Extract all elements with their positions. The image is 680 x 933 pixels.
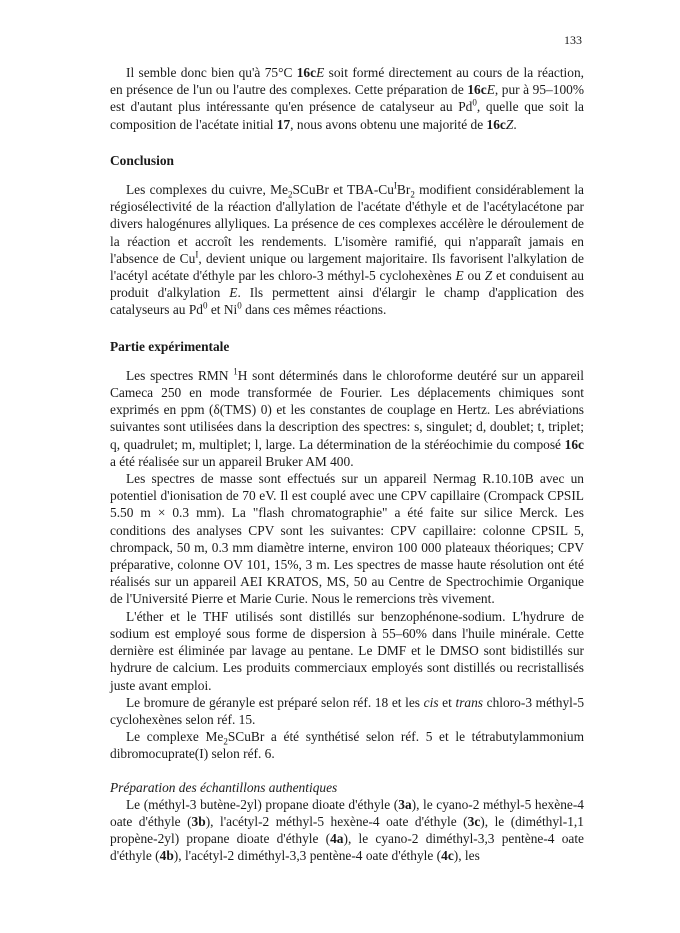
preparation-paragraph: Le (méthyl-3 butène-2yl) propane dioate d'éthyle (3a), le cyano-2 méthyl-5 hexène-4 oate d'éthyle (3b), l'acétyl-2 méthyl-5 hexène-4 oate d'éthyle (3c), le (diméthyl-1,1 propène-2yl) propane dioate d'éthyle (4a), le cyano-2 diméthyl-3,3 pentène-4 oate d'éthyle (4b), l'acétyl-2 diméthyl-3,3 pentène-4 oate d'éthyle (4c), les: [110, 796, 585, 864]
bromide-paragraph: Le bromure de géranyle est préparé selon réf. 18 et les cis et trans chloro-3 méthyl-5 cyclohexènes selon réf. 15.: [110, 694, 585, 727]
conclusion-paragraph: Les complexes du cuivre, $Me_2SCuBr$ et TBA-$Cu^IBr_2$ modifient considérablement la régiosélectivité de la réaction d'allylation de l'acétate d'éthyle et de l'acétylacétone par divers halogénures allyliques. La présence de ces complexes accélère le déroulement de la réaction et accroît les rendements. L'isomère ramifié, qui n'apparaît jamais en l'absence de $Cu^I$, devient unique ou largement majoritaire. Ils favorisent l'alkylation de l'acétyl acétate d'éthyle par les chloro-3 méthyl-5 cyclohexènes E ou Z et conduisent au produit d'alkylation E. Ils permettent ainsi d'élargir le champ d'application des catalyseurs au Pd$^0$ et Ni$^0$ dans ces mêmes réactions.: [110, 180, 584, 318]
experimental-heading: Partie expérimentale: [110, 338, 230, 354]
solvents-paragraph: L'éther et le THF utilisés sont distillés sur benzophénone-sodium. L'hydrure de sodium est employé sous forme de dispersion à 55–60% dans l'huile minérale. Cette dernière est éliminée par lavage au pentane. Le DMF et le DMSO sont bidistillés sur hydrure de calcium. Les produits commerciaux employés sont distillés ou recristallisés juste avant emploi.: [110, 608, 584, 693]
nmr-paragraph: Les spectres RMN $^1$H sont déterminés dans le chloroforme deutéré sur un appareil Cameca 250 en mode transformée de Fourier. Les déplacements chimiques sont exprimés en ppm (δ(TMS) 0) et les constantes de couplage en Hertz. Les abréviations suivantes sont utilisées dans la description des spectres: s, singulet; d, doublet; t, triplet; q, quadrulet; m, multiplet; l, large. La détermination de la stéréochimie du composé 16c a été réalisée sur un appareil Bruker AM 400.: [110, 366, 584, 469]
complex-paragraph: Le complexe $Me_2SCuBr$ a été synthétisé selon réf. 5 et le tétrabutylammonium dibromocuprate(I) selon réf. 6.: [110, 729, 584, 762]
page-number: 133: [564, 33, 582, 47]
mass-spectra-paragraph: Les spectres de masse sont effectués sur un appareil Nermag R.10.10B avec un potentiel d'ionisation de 70 eV. Il est couplé avec une CPV capillaire (Crompack CPSIL 5.50 m × 0.3 mm). La "flash chromatographie" a été faite sur silice Merck. Les conditions des analyses CPV sont les suivantes: CPV capillaire: colonne CPSIL 5, chrompack, 50 m, 0.3 mm diamètre interne, environ 100 000 plateaux théoriques; CPV préparative, colonne OV 101, 15%, 3 m. Les spectres de masse haute résolution ont été réalisés sur un appareil AEI KRATOS, MS, 50 au Centre de Spectrochimie Organique de l'Université Pierre et Marie Curie. Nous le remercions très vivement.: [110, 471, 584, 607]
intro-paragraph: Il semble donc bien qu'à 75°C 16cE soit formé directement au cours de la réaction, en présence de l'un ou l'autre des complexes. Cette préparation de 16cE, pur à 95–100% est d'autant plus intéressante qu'en présence de catalyseur au Pd$^0$, quelle que soit la composition de l'acétate initial 17, nous avons obtenu une majorité de 16cZ.: [110, 65, 585, 132]
conclusion-heading: Conclusion: [110, 152, 174, 168]
text-column: [110, 64, 584, 865]
preparation-heading: Préparation des échantillons authentiques: [110, 779, 338, 795]
